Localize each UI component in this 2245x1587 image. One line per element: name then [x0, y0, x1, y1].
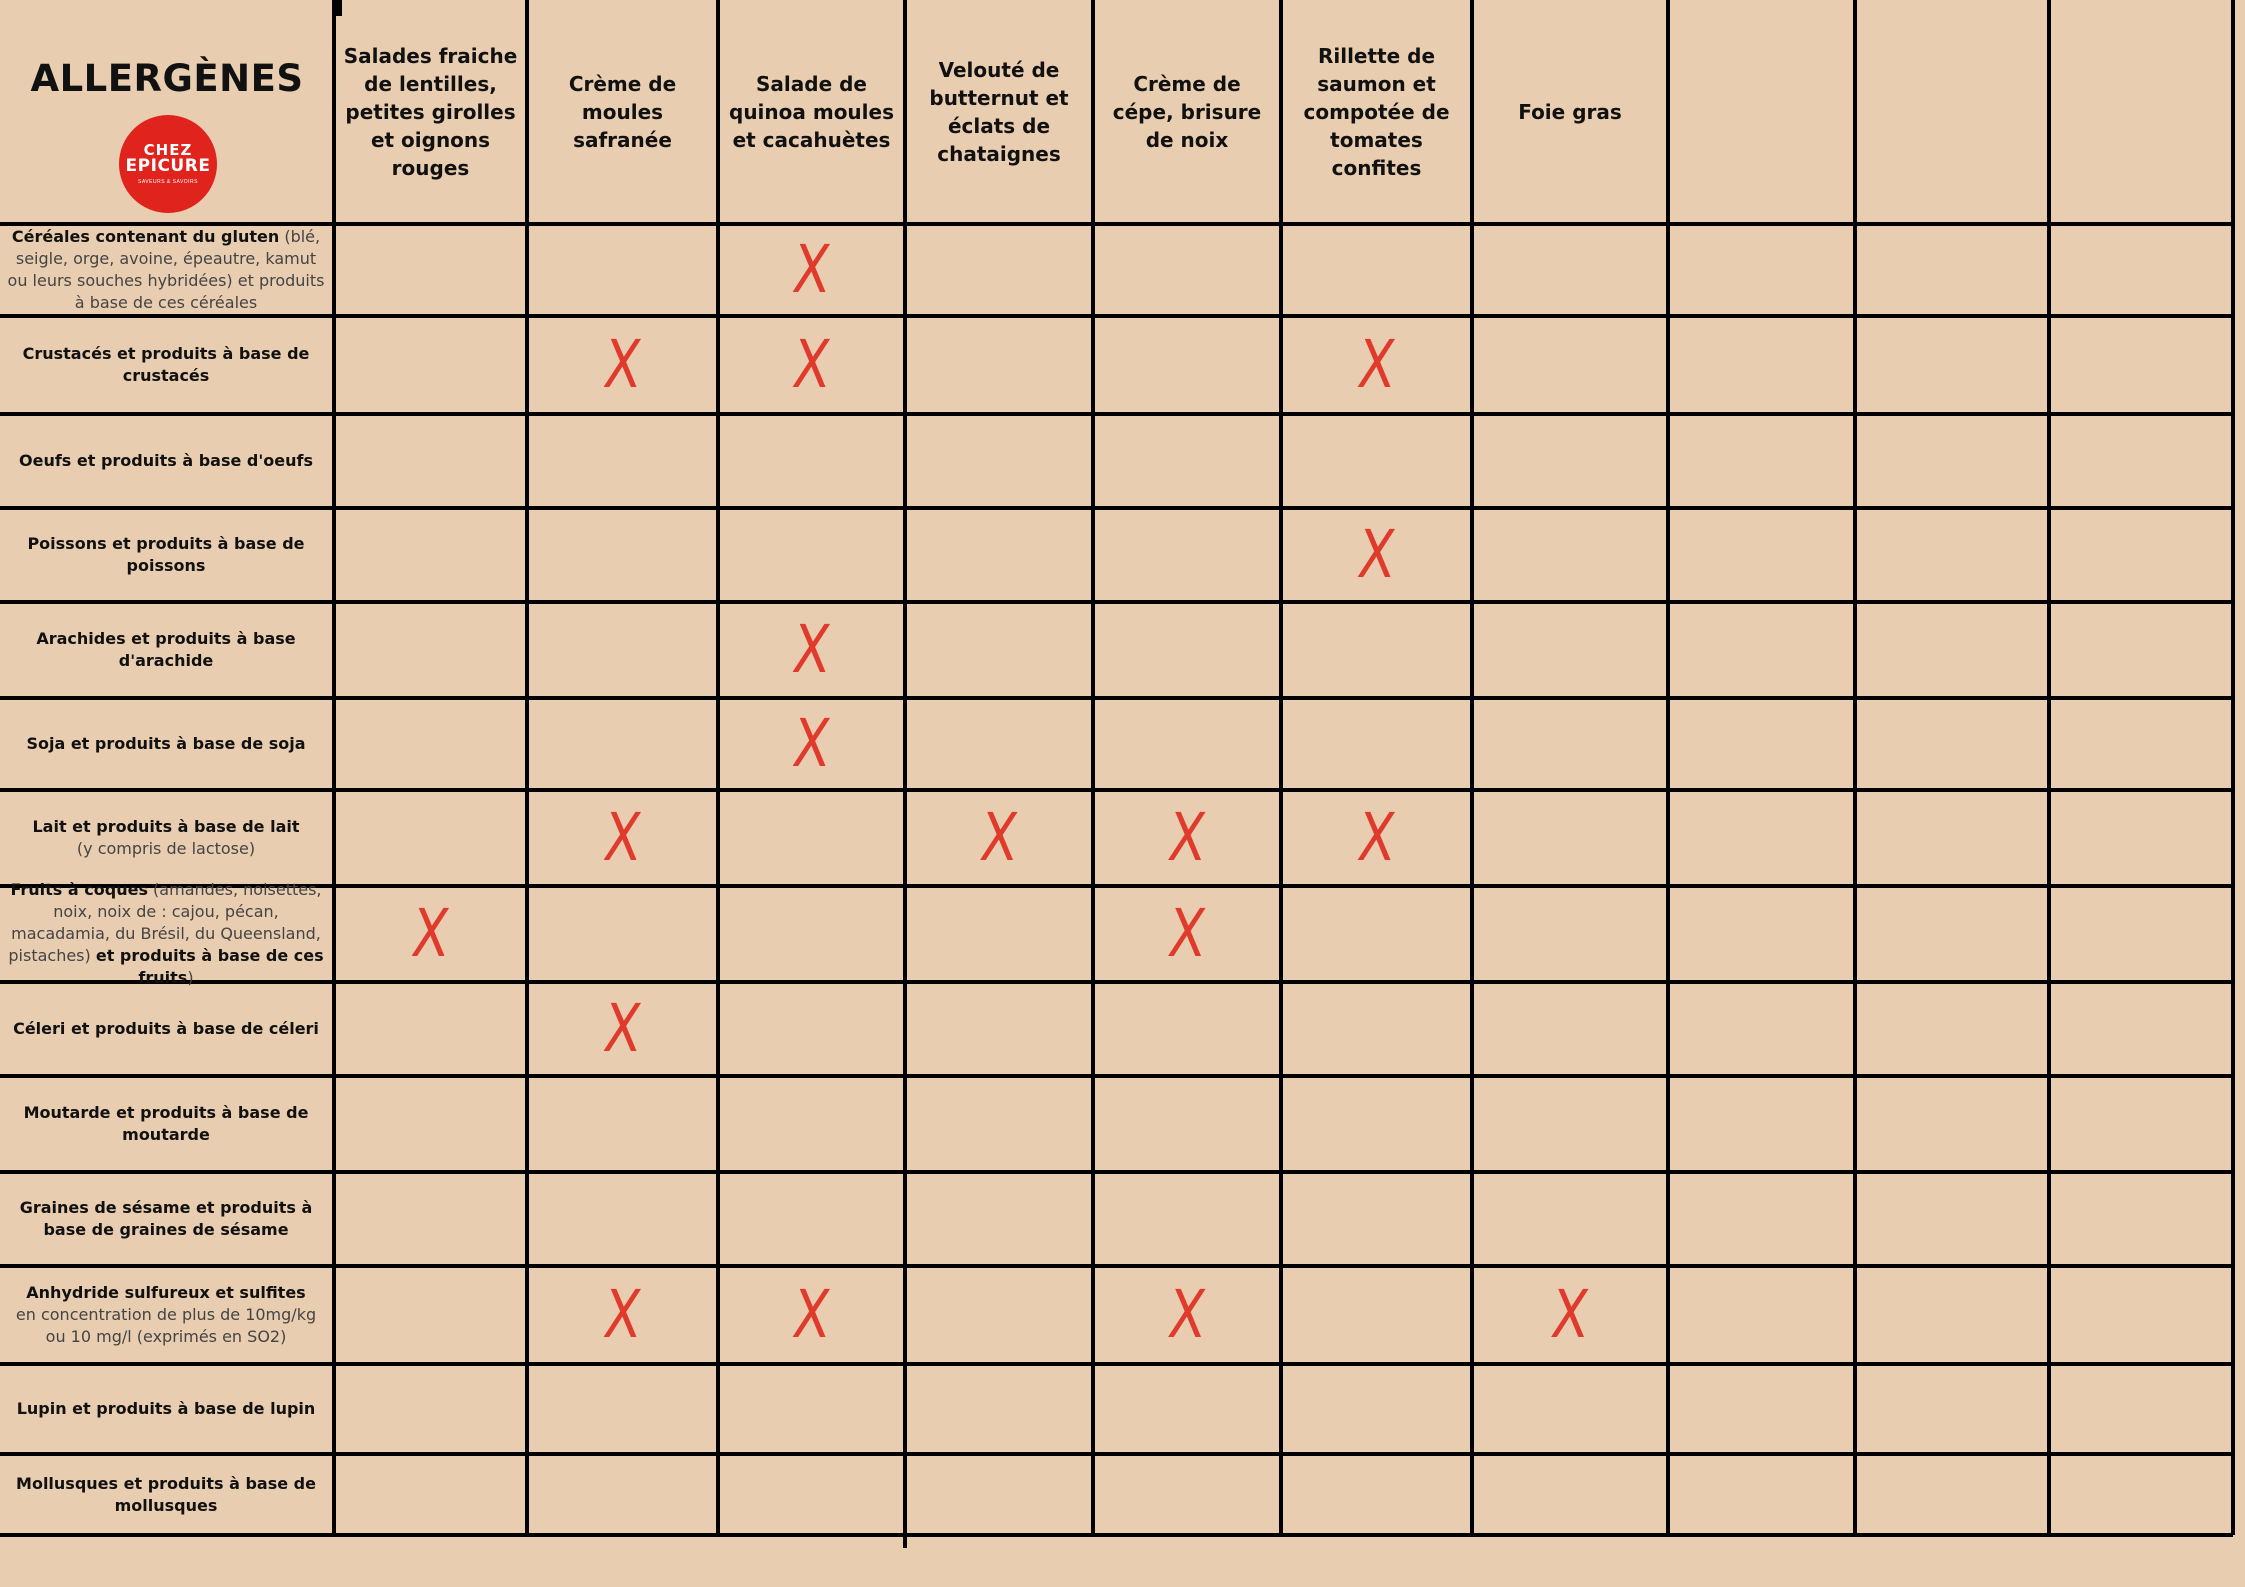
- allergen-name: Soja et produits à base de soja: [26, 734, 306, 753]
- allergen-mark: X: [789, 1276, 834, 1353]
- allergen-mark: X: [976, 799, 1022, 876]
- allergen-mark: X: [789, 231, 834, 308]
- column-header: [2051, 0, 2231, 224]
- allergen-row-label: [0, 416, 332, 506]
- allergen-mark: X: [408, 895, 453, 972]
- allergen-row-label: [0, 700, 332, 788]
- allergen-name: Poissons et produits à base de poissons: [27, 534, 305, 575]
- allergen-row-label: [0, 792, 332, 884]
- column-header: [1670, 0, 1853, 224]
- allergen-detail: (blé, seigle, orge, avoine, épeautre, kamut ou leurs souches hybridées) et produits à base de ces céréales: [7, 227, 325, 312]
- allergen-mark: X: [1164, 895, 1210, 972]
- column-header: Velouté de butternut et éclats de chataignes: [929, 58, 1069, 166]
- allergen-row-label: [0, 226, 332, 314]
- allergen-row-label: [0, 604, 332, 696]
- allergen-name: Mollusques et produits à base de mollusques: [16, 1473, 316, 1515]
- allergen-row-label: [0, 1174, 332, 1264]
- allergen-mark: X: [789, 705, 834, 782]
- column-header: Foie gras: [1518, 100, 1622, 124]
- allergen-name: Céleri et produits à base de céleri: [13, 1019, 319, 1038]
- allergen-name: Crustacés et produits à base de crustacés: [22, 344, 310, 385]
- allergen-mark: X: [1164, 799, 1210, 876]
- allergen-name: Lupin et produits à base de lupin: [16, 1399, 316, 1418]
- column-header: Salades fraiche de lentilles, petites girolles et oignons rouges: [343, 44, 518, 180]
- allergen-name: Graines de sésame et produits à base de graines de sésame: [19, 1198, 313, 1239]
- allergen-mark: X: [1547, 1276, 1593, 1353]
- allergen-mark: X: [600, 990, 645, 1067]
- logo-tagline: SAVEURS & SAVOIRS: [138, 179, 198, 185]
- allergen-name: Oeufs et produits à base d'oeufs: [18, 451, 313, 470]
- allergen-row-label: [0, 1456, 332, 1533]
- allergen-mark: X: [789, 326, 834, 403]
- allergen-name: Arachides et produits à base d'arachide: [36, 629, 296, 670]
- allergen-name: et produits à base de ces fruits: [95, 946, 324, 987]
- column-header: Crème de moules safranée: [568, 72, 677, 152]
- allergen-mark: X: [600, 326, 645, 403]
- page-title: ALLERGÈNES: [30, 56, 304, 100]
- allergen-mark: X: [789, 611, 834, 688]
- allergen-mark: X: [600, 799, 645, 876]
- allergen-name: Moutarde et produits à base de moutarde: [23, 1103, 309, 1144]
- allergen-name: Céréales contenant du gluten: [11, 227, 280, 246]
- allergen-row-label: [0, 318, 332, 412]
- allergen-detail: (y compris de lactose): [76, 839, 256, 858]
- allergen-mark: X: [1354, 326, 1399, 403]
- allergen-mark: X: [1354, 516, 1399, 593]
- allergen-name: Lait et produits à base de lait: [32, 817, 300, 836]
- allergen-detail: en concentration de plus de 10mg/kg ou 10 mg/l (exprimés en SO2): [15, 1305, 317, 1346]
- allergen-row-label: [0, 984, 332, 1074]
- logo-line-2: EPICURE: [125, 156, 211, 176]
- allergen-name: Fruits à coques: [10, 880, 148, 899]
- allergen-mark: X: [600, 1276, 645, 1353]
- allergen-name: Anhydride sulfureux et sulfites: [26, 1283, 306, 1302]
- allergen-detail: (amandes, noisettes, noix, noix de : cajou, pécan, macadamia, du Brésil, du Queensland, pistaches): [8, 880, 322, 965]
- allergen-mark: X: [1164, 1276, 1210, 1353]
- logo-line-1: CHEZ: [143, 141, 193, 159]
- allergen-detail: ): [187, 968, 194, 987]
- allergen-row-label: [0, 1078, 332, 1170]
- column-header: Rillette de saumon et compotée de tomates confites: [1303, 44, 1450, 180]
- column-header: [1857, 0, 2047, 224]
- allergen-row-label: [0, 1268, 332, 1362]
- allergen-row-label: [0, 880, 332, 987]
- restaurant-logo: [119, 115, 217, 213]
- allergen-row-label: [0, 510, 332, 600]
- allergen-row-label: [0, 1366, 332, 1452]
- column-header: Salade de quinoa moules et cacahuètes: [729, 72, 894, 152]
- column-header: Crème de cépe, brisure de noix: [1112, 72, 1262, 152]
- allergen-mark: X: [1354, 799, 1399, 876]
